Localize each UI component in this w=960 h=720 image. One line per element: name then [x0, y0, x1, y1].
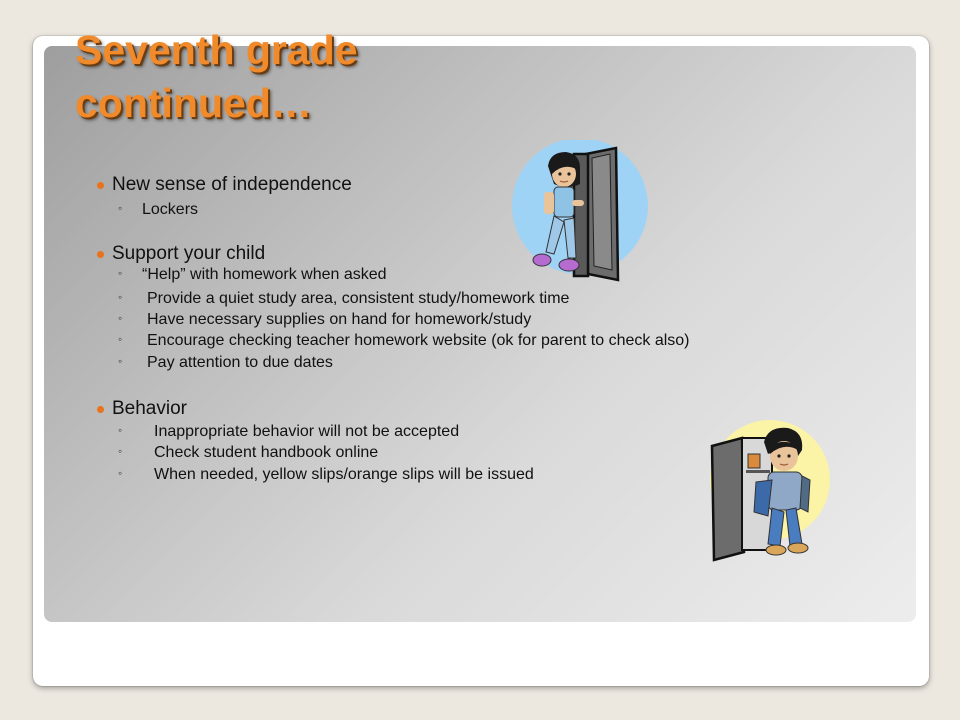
ring-bullet-icon: ◦	[118, 201, 123, 215]
ring-bullet-icon: ◦	[118, 444, 123, 458]
bullet-text: Support your child	[112, 243, 266, 264]
ring-bullet-icon: ◦	[118, 266, 123, 280]
ring-bullet-icon: ◦	[118, 332, 123, 346]
ring-bullet-icon: ◦	[118, 466, 123, 480]
locker-icon	[574, 148, 618, 280]
girl-at-locker-illustration	[506, 140, 656, 285]
slide-title	[75, 24, 358, 130]
sub-bullet-text: Lockers	[142, 201, 199, 218]
slide-title-line-1: Seventh grade	[75, 27, 358, 73]
ring-bullet-icon: ◦	[118, 354, 123, 368]
sub-bullet-text: Check student handbook online	[154, 444, 379, 461]
boy-at-locker-illustration	[706, 420, 834, 565]
slide-title-line-2: continued…	[75, 80, 312, 126]
sub-bullet-text: Provide a quiet study area, consistent study/homework time	[147, 290, 570, 307]
sub-bullet-text: Inappropriate behavior will not be accepted	[154, 423, 460, 440]
sub-bullet-text: Pay attention to due dates	[147, 354, 333, 371]
ring-bullet-icon: ◦	[118, 423, 123, 437]
sub-bullet-text: When needed, yellow slips/orange slips will be issued	[154, 466, 534, 483]
bullet-text: Behavior	[112, 398, 187, 419]
sub-bullet-text: Encourage checking teacher homework website (ok for parent to check also)	[147, 332, 690, 349]
ring-bullet-icon: ◦	[118, 290, 123, 304]
sub-bullet-text: “Help” with homework when asked	[142, 266, 387, 283]
ring-bullet-icon: ◦	[118, 311, 123, 325]
bullet-text: New sense of independence	[112, 174, 352, 195]
sub-bullet-text: Have necessary supplies on hand for homework/study	[147, 311, 532, 328]
